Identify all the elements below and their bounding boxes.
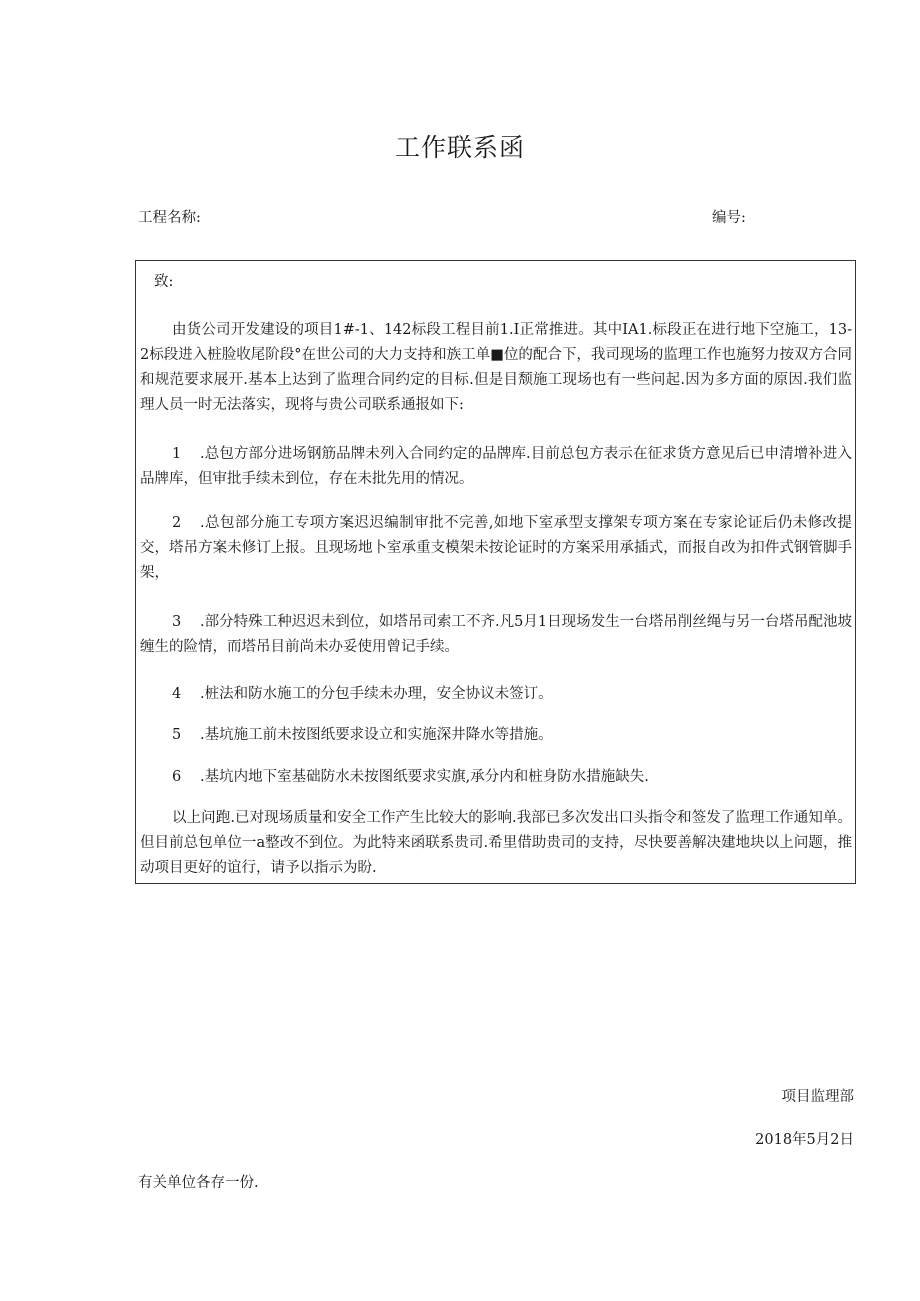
item-number: 3 <box>172 614 182 630</box>
footer-note: 有关单位各存一份. <box>138 1175 259 1191</box>
item-text: .总包方部分进场钢筋品牌未列入合同约定的品牌库.目前总包方表示在征求货方意见后已申清增补进入品牌库，但审批手续未到位，存在未批先用的情况。 <box>140 446 852 487</box>
item-text: .基坑施工前未按图纸要求设立和实施深井降水等措施。 <box>200 727 553 743</box>
signature-date: 2018年5月2日 <box>755 1132 854 1148</box>
list-item <box>140 723 852 748</box>
item-text: .桩法和防水施工的分包手续未办理，安全协议未签订。 <box>200 686 553 702</box>
item-number: 5 <box>172 727 182 743</box>
page-title: 工作联系函 <box>394 133 525 162</box>
item-text: .基坑内地下室基础防水未按图纸要求实旗,承分内和桩身防水措施缺失. <box>200 769 649 785</box>
signature-department: 项目监理部 <box>781 1089 854 1105</box>
item-text: .总包部分施工专项方案迟迟编制审批不完善,如地下室承型支撑架专项方案在专家论证后仍未修改提交，塔吊方案未修订上报。且现场地卜室承重支模架未按论证时的方案采用承插式，而报自改为扣件式钢管脚手架， <box>140 515 852 581</box>
number-label: 编号: <box>712 210 746 226</box>
list-item <box>140 765 852 790</box>
list-item <box>140 682 852 707</box>
item-number: 4 <box>172 686 182 702</box>
item-number: 2 <box>172 515 182 531</box>
item-text: .部分特殊工种迟迟未到位，如塔吊司索工不齐.凡5月1日现场发生一台塔吊削丝绳与另一台塔吊配池坡缠生的险情，而塔吊目前尚未办妥使用曾记手续。 <box>140 614 852 655</box>
list-item <box>140 442 852 492</box>
item-number: 1 <box>172 446 182 462</box>
list-item <box>140 610 852 660</box>
list-item <box>140 511 852 586</box>
item-number: 6 <box>172 769 182 785</box>
recipient-label: 致: <box>154 274 174 290</box>
closing-paragraph: 以上问跑.已对现场质量和安全工作产生比较大的影响.我部已多次发出口头指令和签发了监理工作通知单。但目前总包单位一a整改不到位。为此特来函联系贵司.希里借助贵司的支持，尽快要善解决建地块以上问题，推动项目更好的谊行，请予以指示为盼. <box>140 810 852 876</box>
intro-paragraph: 由货公司开发建设的项目1#-1、142标段工程目前1.I正常推进。其中IA1.标段正在进行地下空施工，13-2标段进入桩脸收尾阶段°在世公司的大力支持和族工单■位的配合下，我司现场的监理工作也施努力按双方合同和规范要求展开.基本上达到了监理合同约定的目标.但是目颓施工现场也有一些问起.因为多方面的原因.我们监理人员一时无法落实，现将与贵公司联系通报如下: <box>140 322 852 413</box>
project-name-label: 工程名称: <box>138 210 201 226</box>
